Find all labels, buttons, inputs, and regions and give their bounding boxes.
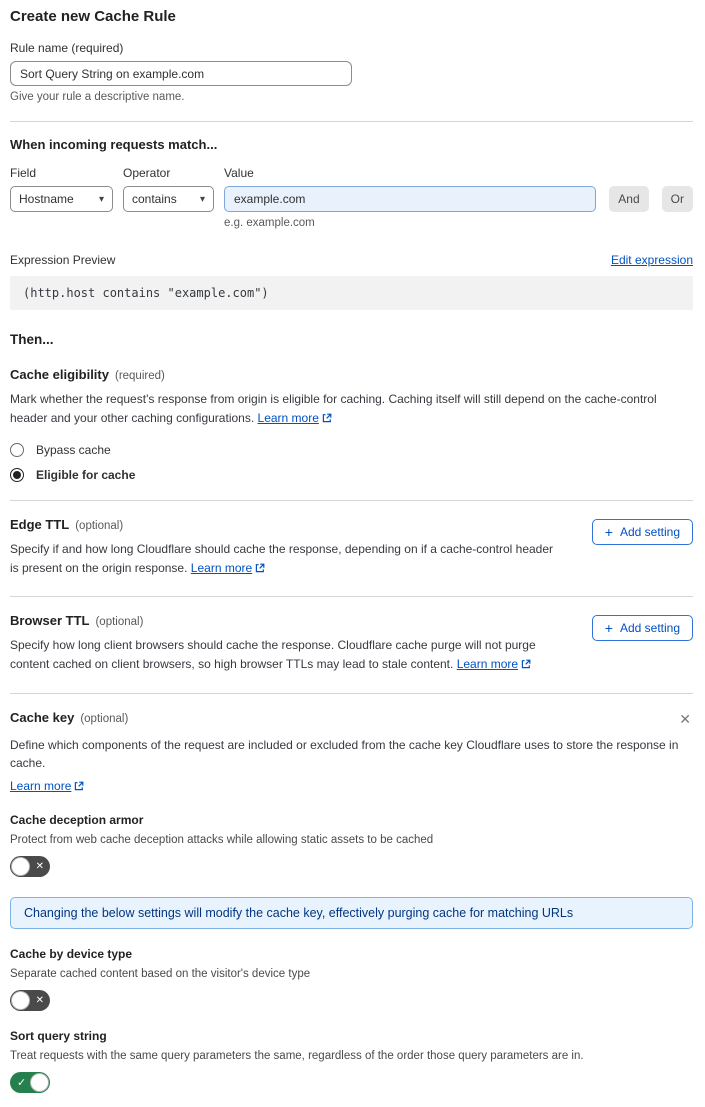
plus-icon: +	[604, 524, 613, 541]
sort-query-string-description: Treat requests with the same query parameters the same, regardless of the order those query parameters are in.	[10, 1049, 584, 1062]
expression-preview-label: Expression Preview	[10, 253, 116, 267]
value-column	[224, 166, 596, 229]
toggle-knob	[11, 857, 30, 876]
toggle-knob	[30, 1073, 49, 1092]
field-select[interactable]	[10, 186, 113, 212]
cross-icon: ✕	[35, 994, 44, 1006]
external-link-icon	[322, 410, 332, 429]
expression-code: (http.host contains "example.com")	[10, 276, 693, 310]
field-column	[10, 166, 113, 212]
rule-name-label: Rule name (required)	[10, 41, 124, 55]
operator-label: Operator	[123, 166, 171, 180]
and-button[interactable]: And	[609, 186, 648, 212]
cache-eligibility-title-row	[10, 367, 693, 382]
cross-icon: ✕	[35, 860, 44, 872]
external-link-icon	[255, 560, 265, 579]
rule-name-input[interactable]	[10, 61, 352, 86]
plus-icon: +	[604, 620, 613, 637]
learn-more-link[interactable]: Learn more	[191, 561, 265, 575]
external-link-icon	[521, 656, 531, 675]
divider	[10, 121, 693, 122]
cache-eligibility-title: Cache eligibility	[10, 367, 109, 382]
cache-key-header	[10, 710, 693, 728]
browser-ttl-section	[10, 597, 693, 692]
value-helper: e.g. example.com	[224, 217, 315, 229]
edge-ttl-section	[10, 501, 693, 596]
cache-key-warning-banner: Changing the below settings will modify the cache key, effectively purging cache for matching URLs	[10, 897, 693, 929]
divider	[10, 693, 693, 694]
operator-select-value: contains	[132, 192, 177, 206]
eligible-for-cache-radio[interactable]: Eligible for cache	[10, 468, 693, 482]
page-title: Create new Cache Rule	[10, 8, 176, 25]
sort-query-string-toggle[interactable]	[10, 1072, 50, 1093]
value-label: Value	[224, 166, 254, 180]
value-input[interactable]	[224, 186, 596, 212]
edge-ttl-add-setting-button[interactable]: + Add setting	[592, 519, 693, 545]
rule-name-helper: Give your rule a descriptive name.	[10, 91, 185, 103]
cache-deception-armor-description: Protect from web cache deception attacks while allowing static assets to be cached	[10, 833, 434, 846]
chevron-down-icon: ▾	[98, 193, 104, 205]
cache-by-device-type-title: Cache by device type	[10, 946, 133, 961]
edge-ttl-description: Specify if and how long Cloudflare should cache the response, depending on if a cache-control header is present on the origin response. Learn more	[10, 540, 562, 578]
close-icon[interactable]: ✕	[679, 710, 691, 727]
browser-ttl-badge: (optional)	[95, 616, 144, 629]
cache-deception-armor-toggle[interactable]	[10, 856, 50, 877]
field-label: Field	[10, 166, 37, 180]
browser-ttl-add-setting-button[interactable]: + Add setting	[592, 615, 693, 641]
cache-deception-armor-title: Cache deception armor	[10, 812, 144, 827]
or-button[interactable]: Or	[662, 186, 693, 212]
bypass-cache-radio[interactable]: Bypass cache	[10, 443, 693, 457]
radio-selected-icon	[10, 468, 24, 482]
cache-eligibility-description: Mark whether the request's response from origin is eligible for caching. Caching itself will still depend on the cache-control header and your other caching configurations. Learn more	[10, 390, 693, 428]
andor-spacer	[606, 166, 693, 180]
learn-more-link[interactable]: Learn more	[10, 779, 84, 793]
expression-preview-row	[10, 253, 693, 267]
cache-eligibility-badge: (required)	[114, 370, 165, 382]
sort-query-string-title: Sort query string	[10, 1028, 107, 1043]
radio-unselected-icon	[10, 443, 24, 457]
cache-key-title: Cache key	[10, 709, 75, 725]
learn-more-link[interactable]: Learn more	[258, 411, 332, 425]
toggle-knob	[11, 991, 30, 1010]
cache-by-device-type-toggle[interactable]	[10, 990, 50, 1011]
match-builder-row	[10, 166, 693, 229]
field-select-value: Hostname	[19, 192, 74, 206]
andor-column	[606, 166, 693, 212]
browser-ttl-title: Browser TTL	[10, 613, 90, 629]
operator-select[interactable]	[123, 186, 214, 212]
external-link-icon	[74, 780, 84, 794]
browser-ttl-description: Specify how long client browsers should cache the response. Cloudflare cache purge will not purge content cached on client browsers, so high browser TTLs may lead to stale content. Learn more	[10, 636, 555, 674]
cache-key-description: Define which components of the request are included or excluded from the cache key Cloudflare uses to store the response in cache.	[10, 737, 679, 771]
edge-ttl-title: Edge TTL	[10, 517, 70, 533]
edit-expression-link[interactable]: Edit expression	[610, 253, 693, 267]
edge-ttl-badge: (optional)	[75, 520, 124, 533]
match-section-heading: When incoming requests match...	[10, 137, 218, 152]
check-icon: ✓	[17, 1076, 27, 1089]
cache-by-device-type-description: Separate cached content based on the visitor's device type	[10, 967, 311, 980]
then-heading: Then...	[10, 332, 54, 347]
chevron-down-icon: ▾	[199, 193, 205, 205]
cache-key-badge: (optional)	[80, 712, 129, 725]
learn-more-link[interactable]: Learn more	[457, 657, 531, 671]
operator-column	[123, 166, 214, 212]
cache-eligibility-options	[10, 443, 693, 482]
